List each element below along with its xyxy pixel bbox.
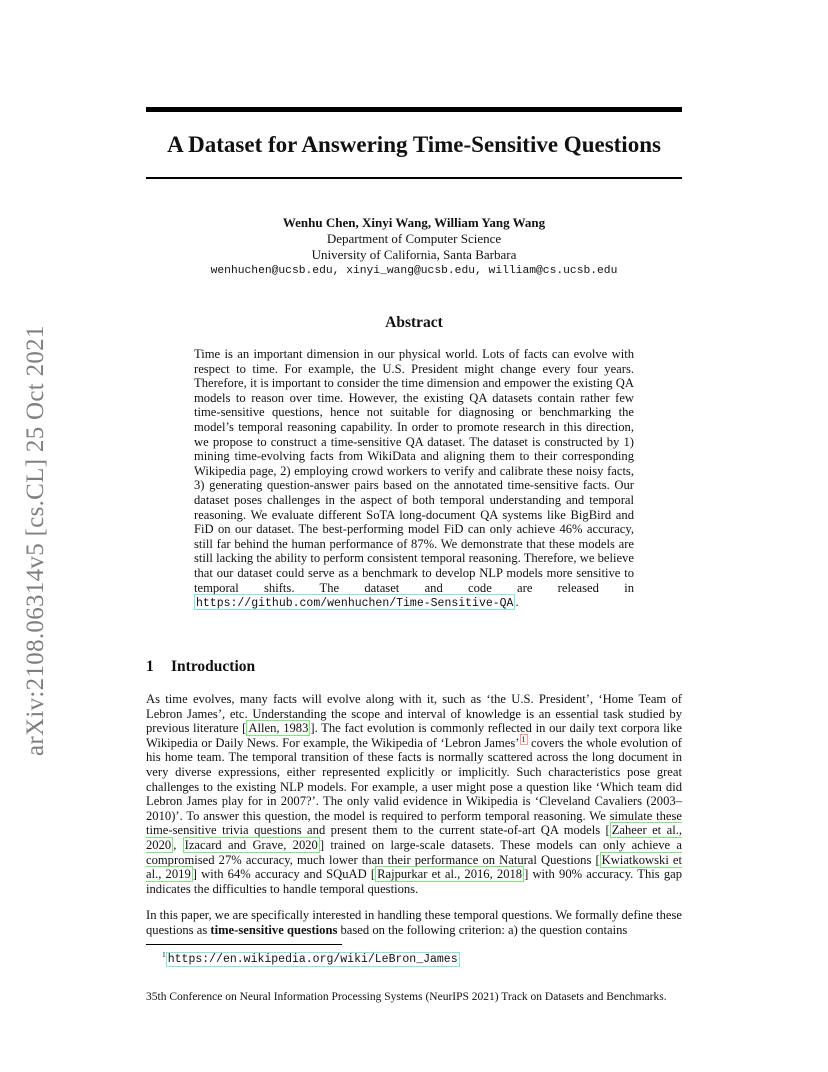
bold-term: time-sensitive questions (210, 922, 338, 937)
intro-text: based on the following criterion: a) the question contains (337, 922, 628, 937)
title-rule-top (146, 107, 682, 112)
intro-text: covers the whole evolution of his home team. The temporal transition of these facts is normally scattered across the long document in very diverse expressions, either represented explicitly or implicitly. Such characteristics pose great challenges to the existing NLP models. For example, a user might pose a question like ‘Which team did Lebron James play for in 2007?’. The only valid evidence in Wikipedia is ‘Cleveland Cavaliers (2003–2010)’. To answer this question, the model is required to perform temporal reasoning. We simulate these time-sensitive trivia questions and present them to the current state-of-art QA models [ (146, 735, 682, 838)
title-rule-bottom (146, 177, 682, 179)
abstract-heading: Abstract (385, 314, 443, 331)
arxiv-stamp: arXiv:2108.06314v5 [cs.CL] 25 Oct 2021 (22, 325, 49, 756)
abstract-body: Time is an important dimension in our physical world. Lots of facts can evolve with respect to time. For example, the U.S. President might change every four years. Therefore, it is important to consider the time dimension and empower the existing QA models to reason over time. However, the existing QA datasets contain rather few time-sensitive questions, hence not suitable for diagnosing or benchmarking the model’s temporal reasoning capability. In order to promote research in this direction, we propose to construct a time-sensitive QA dataset. The dataset is constructed by 1) mining time-evolving facts from WikiData and aligning them to their corresponding Wikipedia page, 2) employing crowd workers to verify and calibrate these noisy facts, 3) generating question-answer pairs based on the annotated time-sensitive facts. Our dataset poses challenges in the aspect of both temporal understanding and temporal reasoning. We evaluate different SoTA long-document QA systems like BigBird and FiD on our dataset. The best-performing model FiD can only achieve 46% accuracy, still far behind the human performance of 87%. We demonstrate that these models are still lacking the ability to perform consistent temporal reasoning. Therefore, we believe that our dataset could serve as a benchmark to develop NLP models more sensitive to temporal shifts. The dataset and code are released in (194, 347, 634, 595)
section-heading (146, 658, 255, 676)
abstract-text (194, 347, 634, 612)
citation-zaheer[interactable]: Zaheer et al., 2020 (146, 823, 682, 852)
intro-text: ] with 90% accuracy. This gap indicates the difficulties to handle temporal questions. (146, 867, 682, 896)
citation-rajpurkar[interactable]: Rajpurkar et al., 2016, 2018 (377, 867, 523, 882)
intro-paragraph-2 (146, 908, 682, 937)
section-title: Introduction (171, 658, 256, 675)
author-emails: wenhuchen@ucsb.edu, xinyi_wang@ucsb.edu, william@cs.ucsb.edu (210, 265, 618, 277)
author-block (146, 215, 682, 279)
conference-note: 35th Conference on Neural Information Processing Systems (NeurIPS 2021) Track on Datasets and Benchmarks. (146, 991, 667, 1003)
footnote-mark: 1 (162, 950, 166, 959)
paper-title: A Dataset for Answering Time-Sensitive Questions (167, 132, 661, 157)
footnote (162, 950, 460, 966)
intro-text: ]. The fact evolution is commonly reflected in our daily text corpora like Wikipedia or Daily News. For example, the Wikipedia of ‘Lebron James’ (146, 721, 683, 750)
author-names: Wenhu Chen, Xinyi Wang, William Yang Wang (282, 215, 546, 230)
intro-text: , (173, 837, 183, 852)
dataset-link[interactable] (194, 594, 515, 610)
dataset-link-text[interactable]: https://github.com/wenhuchen/Time-Sensitive-QA (196, 597, 514, 611)
footnote-ref[interactable]: 1 (521, 734, 526, 744)
abstract-end: . (515, 595, 519, 610)
citation-izacard[interactable]: Izacard and Grave, 2020 (184, 837, 318, 852)
intro-text: As time evolves, many facts will evolve along with it, such as ‘the U.S. President’, ‘Home Team of Lebron James’, etc. Understanding the scope and interval of knowledge is an essential task studied by previous literature [ (146, 692, 682, 736)
intro-text: ] with 64% accuracy and SQuAD [ (192, 867, 376, 882)
footnote-link[interactable]: https://en.wikipedia.org/wiki/LeBron_James (167, 952, 458, 966)
author-dept: Department of Computer Science (326, 231, 502, 246)
section-number: 1 (146, 658, 154, 675)
author-univ: University of California, Santa Barbara (311, 247, 517, 262)
intro-text: ] trained on large-scale datasets. These models can only achieve a compromised 27% accuracy, much lower than their performance on Natural Questions [ (146, 837, 683, 867)
footnote-rule (146, 944, 342, 945)
citation-allen[interactable]: Allen, 1983 (248, 721, 309, 736)
intro-text: In this paper, we are specifically interested in handling these temporal questions. We formally define these questions as (146, 908, 682, 937)
citation-kwiatkowski[interactable]: Kwiatkowski et al., 2019 (146, 852, 682, 882)
intro-paragraph-1 (146, 692, 682, 896)
